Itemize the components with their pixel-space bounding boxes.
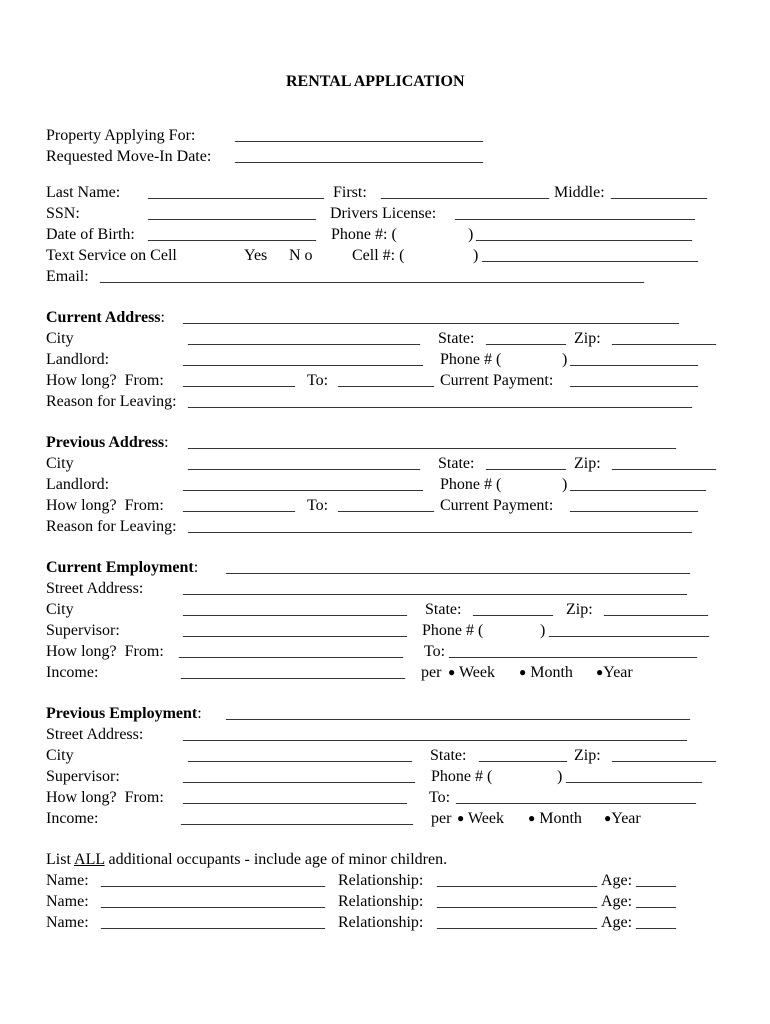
previous-supervisor-phone-close: ) (557, 768, 563, 785)
current-state-field[interactable]: __________ (486, 330, 566, 347)
text-service-yes[interactable]: Yes (244, 247, 268, 264)
current-reason-label: Reason for Leaving: (46, 393, 177, 410)
current-income-year-option[interactable] (596, 664, 633, 682)
current-howlong-label: How long? From: (46, 372, 164, 389)
cell-label: Cell #: ( (352, 247, 405, 264)
occupant-name-field[interactable]: ____________________________ (101, 893, 325, 910)
current-income-label: Income: (46, 664, 99, 681)
current-landlord-phone-close: ) (562, 351, 568, 368)
previous-income-week-option[interactable] (457, 810, 504, 828)
current-reason-field[interactable]: _______________________________________________________________ (188, 393, 692, 410)
current-landlord-phone-field[interactable]: ________________ (570, 351, 698, 368)
email-label: Email: (46, 268, 89, 285)
current-from-field[interactable]: ______________ (183, 372, 295, 389)
current-employer-state-field[interactable]: __________ (473, 601, 553, 618)
occupant-age-field[interactable]: _____ (636, 914, 676, 931)
drivers-license-field[interactable]: ______________________________ (455, 205, 695, 222)
current-employer-street-field[interactable]: _______________________________________________________________ (183, 580, 687, 597)
previous-income-year-label: Year (611, 810, 641, 827)
previous-employment-to-label: To: (429, 789, 451, 806)
previous-employment-colon: : (197, 705, 202, 722)
previous-to-field[interactable]: ____________ (338, 497, 434, 514)
current-landlord-phone-label: Phone # ( (440, 351, 502, 368)
text-service-no[interactable]: N o (289, 247, 313, 264)
previous-zip-label: Zip: (574, 455, 601, 472)
middle-name-field[interactable]: ____________ (611, 184, 707, 201)
current-employer-state-label: State: (425, 601, 462, 618)
current-city-label: City (46, 330, 74, 347)
current-income-week-label: Week (458, 664, 495, 681)
occupant-name-label: Name: (46, 872, 89, 889)
bullet-icon: ● (596, 665, 604, 679)
last-name-label: Last Name: (46, 184, 121, 201)
current-city-field[interactable]: _____________________________ (188, 330, 420, 347)
date-of-birth-label: Date of Birth: (46, 226, 135, 243)
previous-landlord-phone-field[interactable]: _________________ (570, 476, 706, 493)
occupant-relationship-field[interactable]: ____________________ (437, 872, 597, 889)
previous-payment-field[interactable]: ________________ (570, 497, 698, 514)
previous-landlord-phone-close: ) (562, 476, 568, 493)
current-supervisor-phone-close: ) (540, 622, 546, 639)
current-employment-to-label: To: (424, 643, 446, 660)
current-employer-zip-field[interactable]: _____________ (604, 601, 708, 618)
previous-from-field[interactable]: ______________ (183, 497, 295, 514)
previous-employer-street-label: Street Address: (46, 726, 144, 743)
previous-employment-heading-text: Previous Employment (46, 705, 198, 722)
previous-supervisor-phone-field[interactable]: _________________ (566, 768, 702, 785)
email-field[interactable]: ____________________________________________________________________ (100, 268, 644, 285)
drivers-license-label: Drivers License: (330, 205, 437, 222)
bullet-icon: ● (519, 665, 527, 679)
current-supervisor-phone-field[interactable]: ____________________ (549, 622, 709, 639)
occupant-age-field[interactable]: _____ (636, 872, 676, 889)
previous-employer-zip-field[interactable]: _____________ (612, 747, 716, 764)
current-employment-heading (46, 559, 198, 577)
occupant-relationship-field[interactable]: ____________________ (437, 893, 597, 910)
previous-income-per: per (431, 810, 452, 827)
occupant-age-label: Age: (601, 893, 633, 910)
occupant-age-field[interactable]: _____ (636, 893, 676, 910)
previous-landlord-label: Landlord: (46, 476, 110, 493)
previous-state-label: State: (438, 455, 475, 472)
current-employer-city-label: City (46, 601, 74, 618)
current-employment-to-field[interactable]: _______________________________ (449, 643, 697, 660)
current-landlord-field[interactable]: ______________________________ (183, 351, 423, 368)
previous-employer-city-field[interactable]: ____________________________ (188, 747, 412, 764)
previous-employment-heading (46, 705, 202, 723)
occupant-name-field[interactable]: ____________________________ (101, 914, 325, 931)
current-income-field[interactable]: ____________________________ (181, 664, 405, 681)
occupant-relationship-label: Relationship: (338, 872, 424, 889)
ssn-field[interactable]: _____________________ (148, 205, 316, 222)
current-employment-from-field[interactable]: ____________________________ (179, 643, 403, 660)
current-zip-field[interactable]: _____________ (612, 330, 716, 347)
previous-income-label: Income: (46, 810, 99, 827)
cell-field[interactable]: ___________________________ (482, 247, 698, 264)
current-supervisor-field[interactable]: ____________________________ (183, 622, 407, 639)
first-name-field[interactable]: _____________________ (381, 184, 549, 201)
previous-income-month-option[interactable] (528, 810, 582, 828)
move-in-date-field[interactable]: _______________________________ (235, 148, 483, 165)
bullet-icon: ● (604, 811, 612, 825)
occupant-age-label: Age: (601, 872, 633, 889)
current-income-month-option[interactable] (519, 664, 573, 682)
occupant-name-label: Name: (46, 893, 89, 910)
occupant-name-label: Name: (46, 914, 89, 931)
current-address-field[interactable]: ______________________________________________________________ (183, 309, 679, 326)
cell-close-paren: ) (473, 247, 479, 264)
occupants-intro-pre: List (46, 851, 71, 868)
previous-income-month-label: Month (539, 810, 582, 827)
current-payment-label: Current Payment: (440, 372, 554, 389)
ssn-label: SSN: (46, 205, 80, 222)
previous-address-heading (46, 434, 169, 452)
current-employment-colon: : (193, 559, 199, 576)
previous-income-year-option[interactable] (604, 810, 641, 828)
current-income-month-label: Month (530, 664, 573, 681)
occupants-intro-all: ALL (74, 851, 105, 868)
occupant-age-label: Age: (601, 914, 633, 931)
current-address-heading (46, 309, 165, 327)
bullet-icon: ● (457, 811, 465, 825)
occupants-intro-post: additional occupants - include age of minor children. (108, 851, 448, 868)
current-income-year-label: Year (603, 664, 633, 681)
previous-landlord-field[interactable]: ______________________________ (183, 476, 423, 493)
page-title: RENTAL APPLICATION (286, 73, 465, 90)
occupant-relationship-label: Relationship: (338, 914, 424, 931)
previous-supervisor-field[interactable]: _____________________________ (183, 768, 415, 785)
property-applying-label: Property Applying For: (46, 127, 196, 144)
first-name-label: First: (333, 184, 367, 201)
previous-employer-zip-label: Zip: (574, 747, 601, 764)
phone-close-paren: ) (468, 226, 474, 243)
date-of-birth-field[interactable]: _____________________ (148, 226, 316, 243)
previous-employment-from-field[interactable]: ____________________________ (183, 789, 407, 806)
previous-income-field[interactable]: _____________________________ (181, 810, 413, 827)
occupants-intro (46, 851, 447, 869)
previous-employer-street-field[interactable]: _______________________________________________________________ (183, 726, 687, 743)
previous-reason-label: Reason for Leaving: (46, 518, 177, 535)
previous-supervisor-label: Supervisor: (46, 768, 120, 785)
current-payment-field[interactable]: ________________ (570, 372, 698, 389)
phone-label: Phone #: ( (331, 226, 397, 243)
previous-employer-state-field[interactable]: ___________ (479, 747, 567, 764)
previous-employer-state-label: State: (430, 747, 467, 764)
previous-employer-city-label: City (46, 747, 74, 764)
occupant-name-field[interactable]: ____________________________ (101, 872, 325, 889)
previous-address-field[interactable]: _____________________________________________________________ (188, 434, 676, 451)
current-income-week-option[interactable] (448, 664, 495, 682)
property-applying-field[interactable]: _______________________________ (235, 127, 483, 144)
current-employer-street-label: Street Address: (46, 580, 144, 597)
previous-employment-to-field[interactable]: ______________________________ (456, 789, 696, 806)
phone-field[interactable]: ___________________________ (476, 226, 692, 243)
previous-reason-field[interactable]: _______________________________________________________________ (188, 518, 692, 535)
current-employment-field[interactable]: __________________________________________________________ (226, 559, 690, 576)
previous-state-field[interactable]: __________ (486, 455, 566, 472)
bullet-icon: ● (528, 811, 536, 825)
previous-supervisor-phone-label: Phone # ( (431, 768, 493, 785)
bullet-icon: ● (448, 665, 456, 679)
current-landlord-label: Landlord: (46, 351, 110, 368)
previous-to-label: To: (307, 497, 329, 514)
previous-address-heading-text: Previous Address (46, 434, 165, 451)
current-supervisor-label: Supervisor: (46, 622, 120, 639)
move-in-date-label: Requested Move-In Date: (46, 148, 212, 165)
current-income-per: per (421, 664, 442, 681)
current-employer-zip-label: Zip: (566, 601, 593, 618)
occupant-relationship-field[interactable]: ____________________ (437, 914, 597, 931)
current-employer-city-field[interactable]: ____________________________ (183, 601, 407, 618)
previous-city-label: City (46, 455, 74, 472)
previous-zip-field[interactable]: _____________ (612, 455, 716, 472)
previous-howlong-label: How long? From: (46, 497, 164, 514)
previous-city-field[interactable]: _____________________________ (188, 455, 420, 472)
occupant-relationship-label: Relationship: (338, 893, 424, 910)
last-name-field[interactable]: ______________________ (148, 184, 324, 201)
current-address-heading-text: Current Address (46, 309, 161, 326)
previous-employment-howlong-label: How long? From: (46, 789, 164, 806)
current-employment-howlong-label: How long? From: (46, 643, 164, 660)
current-to-field[interactable]: ____________ (338, 372, 434, 389)
previous-address-colon: : (164, 434, 169, 451)
current-supervisor-phone-label: Phone # ( (422, 622, 484, 639)
previous-payment-label: Current Payment: (440, 497, 554, 514)
current-to-label: To: (307, 372, 329, 389)
current-state-label: State: (438, 330, 475, 347)
current-employment-heading-text: Current Employment (46, 559, 194, 576)
current-zip-label: Zip: (574, 330, 601, 347)
previous-employment-field[interactable]: __________________________________________________________ (226, 705, 690, 722)
previous-landlord-phone-label: Phone # ( (440, 476, 502, 493)
text-service-label: Text Service on Cell (46, 247, 177, 264)
middle-name-label: Middle: (554, 184, 605, 201)
previous-income-week-label: Week (467, 810, 504, 827)
current-address-colon: : (160, 309, 165, 326)
